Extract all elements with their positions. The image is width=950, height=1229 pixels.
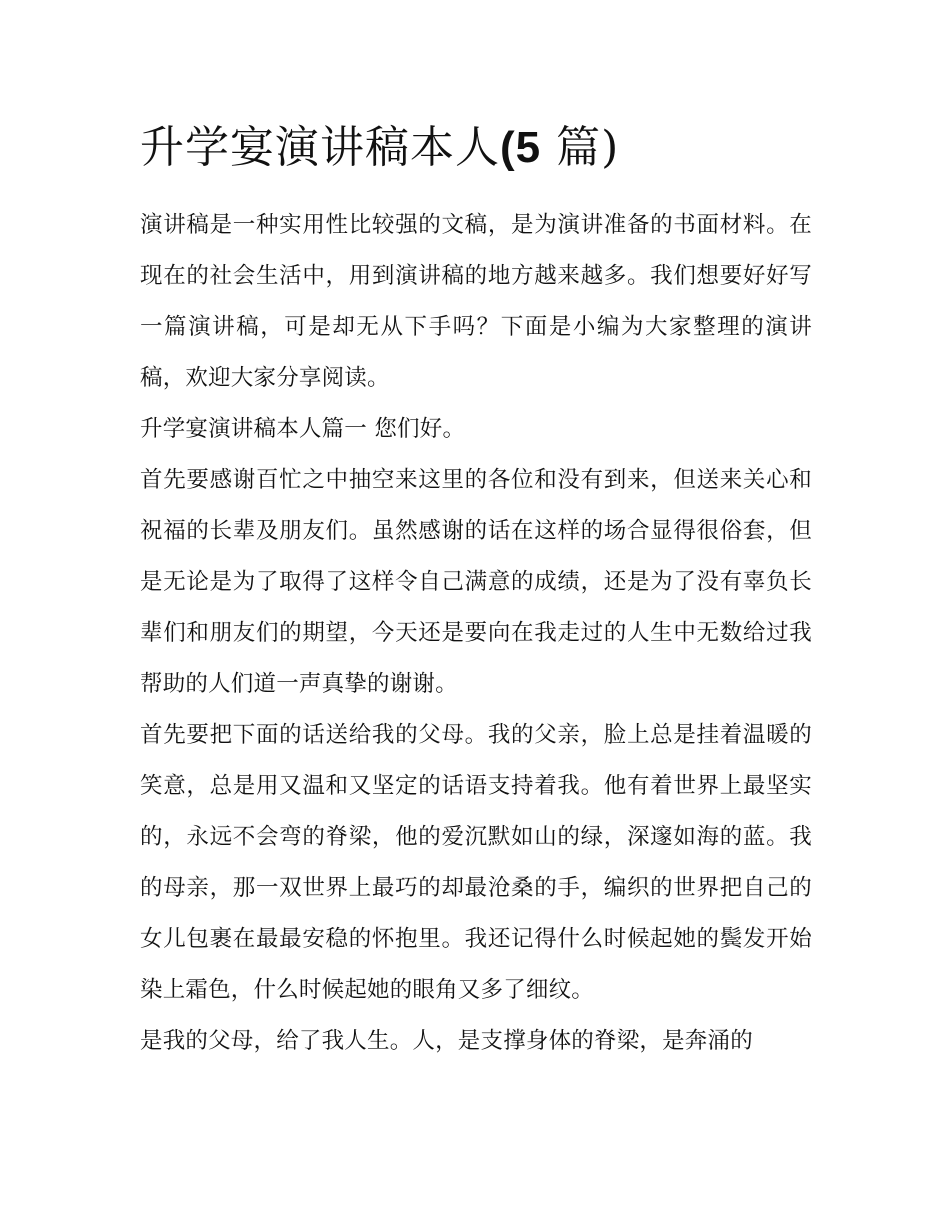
closing-paragraph: 是我的父母，给了我人生。人，是支撑身体的脊梁，是奔涌的 (140, 1028, 753, 1054)
thanks-paragraph: 首先要感谢百忙之中抽空来这里的各位和没有到来，但送来关心和祝福的长辈及朋友们。虽然感谢的话在这样的场合显得很俗套，但是无论是为了取得了这样令自己满意的成绩，还是为了没有辜负长辈们和朋友们的期望，今天还是要向在我走过的人生中无数给过我帮助的人们道一声真挚的谢谢。 (140, 467, 812, 697)
document-title (140, 118, 812, 178)
parents-paragraph: 首先要把下面的话送给我的父母。我的父亲，脸上总是挂着温暖的笑意，总是用又温和又坚定的话语支持着我。他有着世界上最坚实的，永远不会弯的脊梁，他的爱沉默如山的绿，深邃如海的蓝。我的母亲，那一双世界上最巧的却最沧桑的手，编织的世界把自己的女儿包裹在最最安稳的怀抱里。我还记得什么时候起她的鬓发开始染上霜色，什么时候起她的眼角又多了细纹。 (140, 722, 812, 1003)
document-body (140, 118, 812, 1067)
title-suffix: 篇) (541, 122, 620, 173)
intro-paragraph: 演讲稿是一种实用性比较强的文稿，是为演讲准备的书面材料。在现在的社会生活中，用到演讲稿的地方越来越多。我们想要好好写一篇演讲稿，可是却无从下手吗？下面是小编为大家整理的演讲稿，欢迎大家分享阅读。 (140, 212, 812, 391)
title-count: 5 (515, 123, 542, 172)
title-text: 升学宴演讲稿本人 (140, 122, 500, 173)
title-paren-open: ( (500, 123, 516, 172)
section-heading-paragraph: 升学宴演讲稿本人篇一 您们好。 (140, 416, 466, 442)
